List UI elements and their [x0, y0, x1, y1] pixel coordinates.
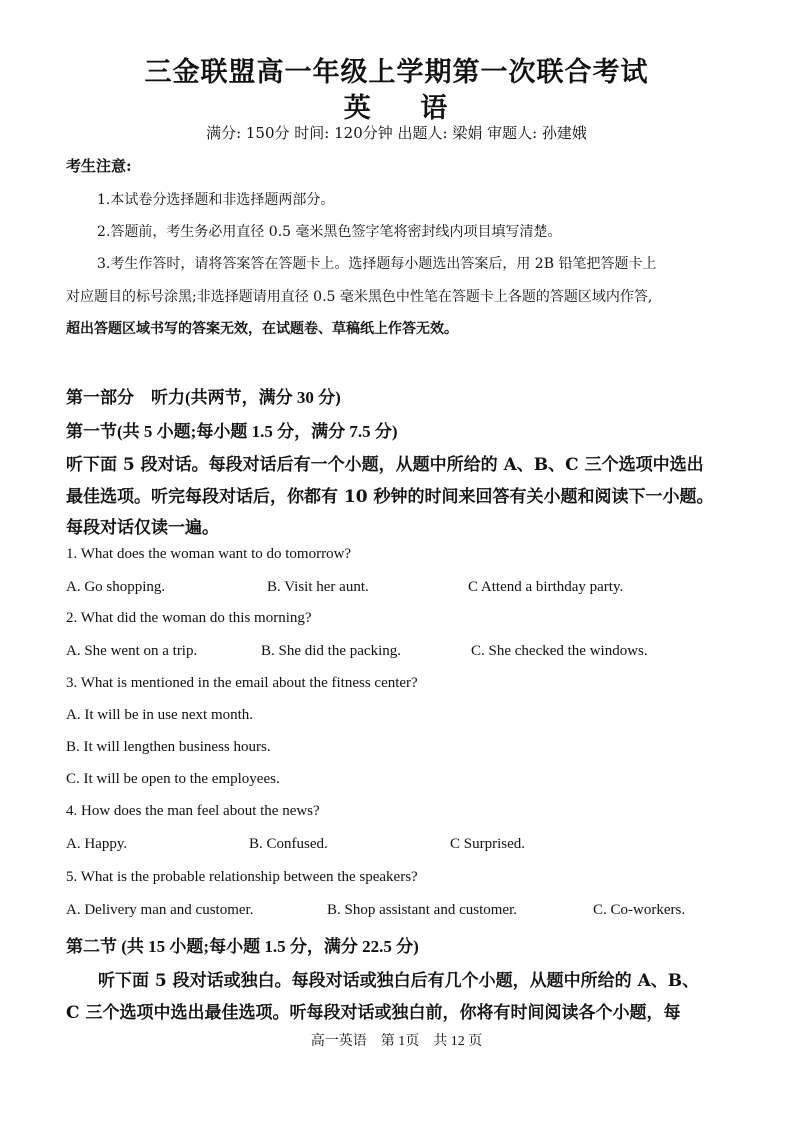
- notice-item-1: 1.本试卷分选择题和非选择题两部分。: [97, 192, 335, 208]
- notice-item-2: 2.答题前，考生务必用直径 0.5 毫米黑色签字笔将密封线内项目填写清楚。: [97, 224, 562, 240]
- notice-item-3-line-3: 超出答题区域书写的答案无效，在试题卷、草稿纸上作答无效。: [66, 321, 458, 337]
- section2-instruction-line-1: 听下面 5 段对话或独白。每段对话或独白后有几个小题，从题中所给的 A、B、: [98, 971, 700, 991]
- exam-meta: 满分: 150分 时间: 120分钟 出题人: 梁娟 审题人: 孙建娥: [206, 124, 587, 142]
- question-3-option-b: B. It will lengthen business hours.: [66, 739, 271, 755]
- question-4-option-b: B. Confused.: [249, 836, 328, 852]
- question-3-option-a: A. It will be in use next month.: [66, 707, 254, 723]
- section1-instruction-line-2: 最佳选项。听完每段对话后，你都有 10 秒钟的时间来回答有关小题和阅读下一小题。: [66, 487, 714, 507]
- question-2-option-a: A. She went on a trip.: [66, 643, 198, 659]
- question-5-option-c: C. Co-workers.: [593, 902, 686, 918]
- question-4-stem: 4. How does the man feel about the news?: [66, 803, 320, 819]
- part1-heading: 第一部分 听力(共两节，满分 30 分): [66, 388, 341, 407]
- section2-heading: 第二节 (共 15 小题;每小题 1.5 分，满分 22.5 分): [66, 937, 419, 956]
- question-2-stem: 2. What did the woman do this morning?: [66, 610, 312, 626]
- question-1-option-b: B. Visit her aunt.: [267, 579, 369, 595]
- question-5-option-b: B. Shop assistant and customer.: [327, 902, 517, 918]
- question-1-stem: 1. What does the woman want to do tomorrow?: [66, 546, 352, 562]
- question-3-option-c: C. It will be open to the employees.: [66, 771, 280, 787]
- question-2-option-c: C. She checked the windows.: [471, 643, 648, 659]
- page-footer: 高一英语 第 1页 共 12 页: [310, 1034, 483, 1049]
- question-1-option-a: A. Go shopping.: [66, 579, 166, 595]
- section1-heading: 第一节(共 5 小题;每小题 1.5 分，满分 7.5 分): [66, 422, 398, 441]
- question-3-stem: 3. What is mentioned in the email about the fitness center?: [66, 675, 418, 691]
- exam-title: 三金联盟高一年级上学期第一次联合考试: [144, 57, 649, 88]
- question-1-option-c: C Attend a birthday party.: [468, 579, 624, 595]
- question-4-option-c: C Surprised.: [450, 836, 525, 852]
- question-5-stem: 5. What is the probable relationship between the speakers?: [66, 869, 418, 885]
- question-2-option-b: B. She did the packing.: [261, 643, 401, 659]
- section1-instruction-line-1: 听下面 5 段对话。每段对话后有一个小题，从题中所给的 A、B、C 三个选项中选出: [66, 455, 704, 475]
- notice-item-3-line-1: 3.考生作答时，请将答案答在答题卡上。选择题每小题选出答案后，用 2B 铅笔把答题卡上: [97, 256, 657, 272]
- question-4-option-a: A. Happy.: [66, 836, 128, 852]
- question-5-option-a: A. Delivery man and customer.: [66, 902, 254, 918]
- notice-heading: 考生注意:: [66, 157, 132, 175]
- section1-instruction-line-3: 每段对话仅读一遍。: [66, 518, 219, 538]
- notice-item-3-line-2: 对应题目的标号涂黑;非选择题请用直径 0.5 毫米黑色中性笔在答题卡上各题的答题区域内作答,: [66, 289, 653, 305]
- subject-title: 英 语: [343, 93, 450, 124]
- section2-instruction-line-2: C 三个选项中选出最佳选项。听每段对话或独白前，你将有时间阅读各个小题，每: [66, 1003, 681, 1023]
